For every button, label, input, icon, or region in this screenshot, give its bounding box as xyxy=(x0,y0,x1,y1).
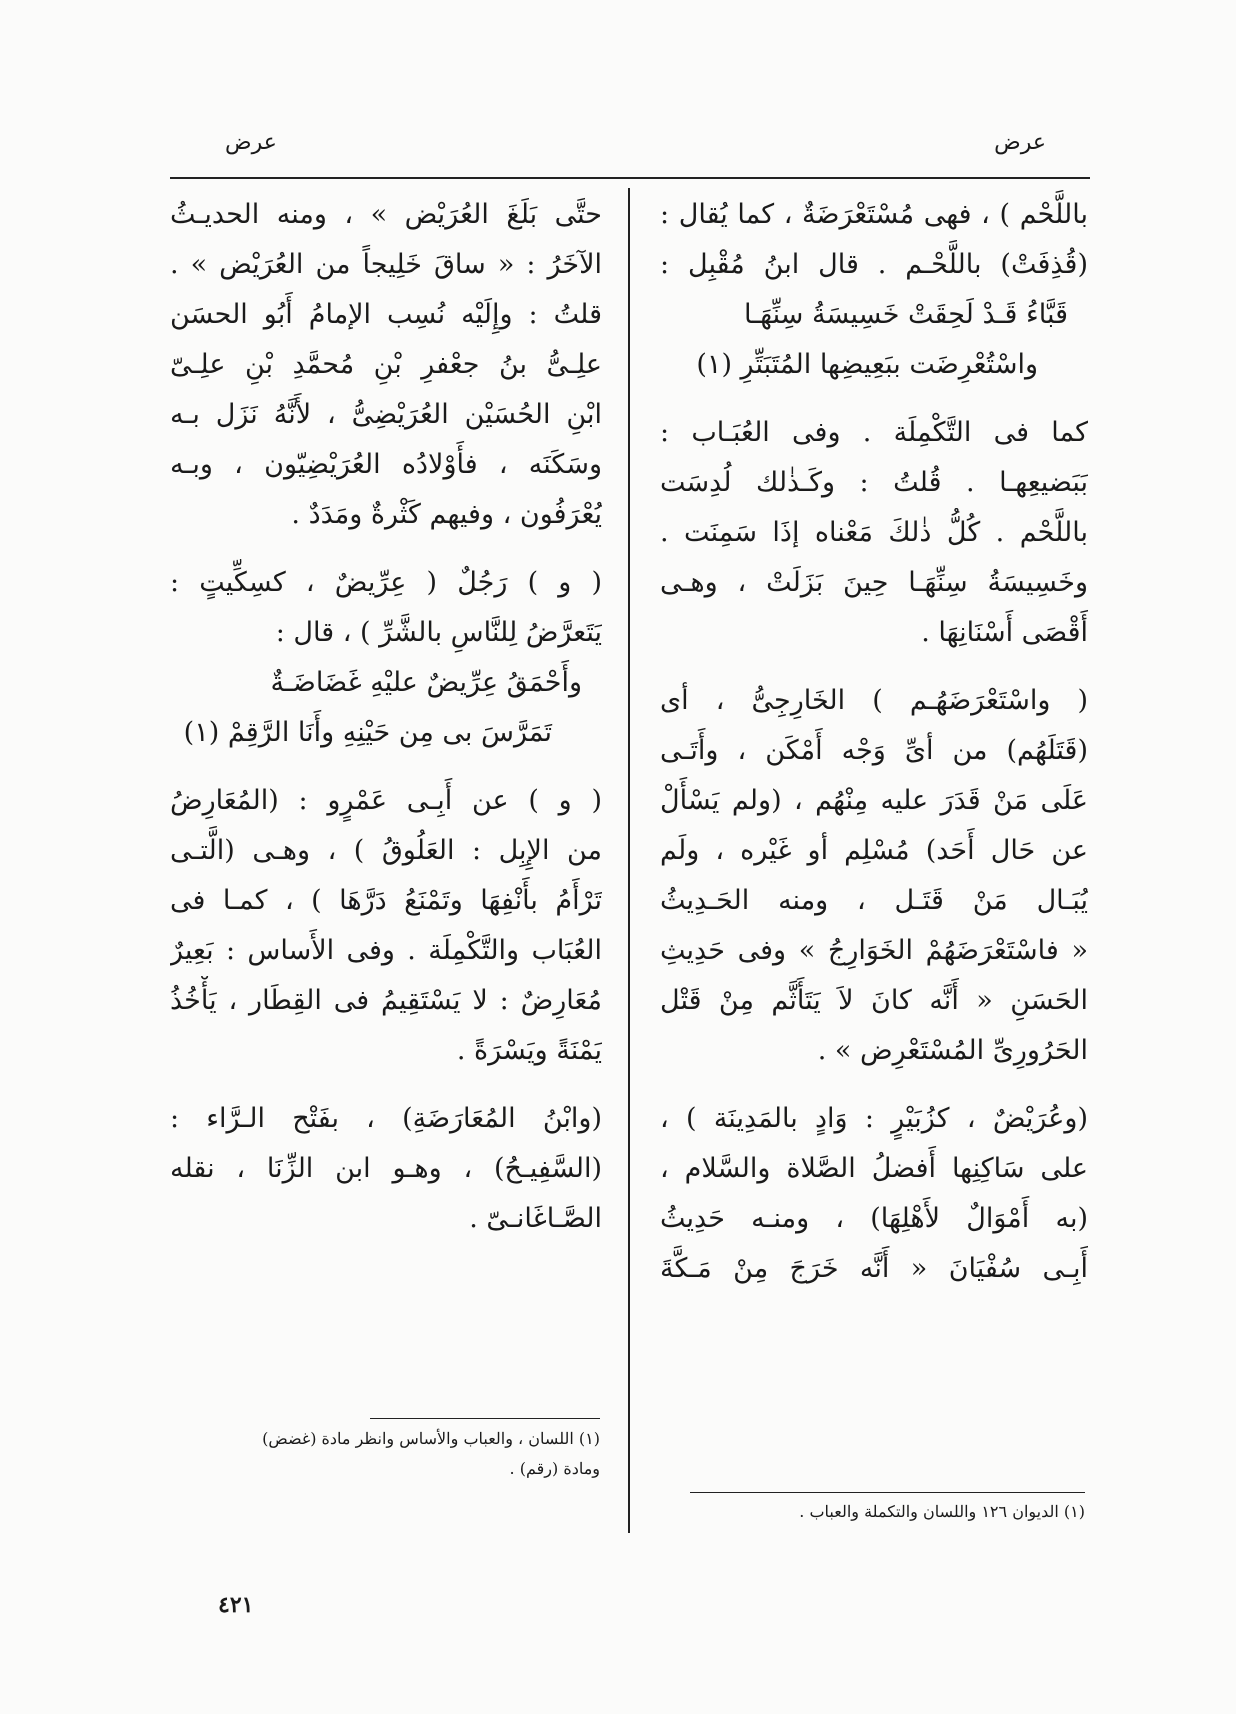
page-number: ٤٢١ xyxy=(218,1592,254,1618)
text-line: تَرْأَمُ بأَنْفِهَا وتَمْنَعُ دَرَّهَا ) ، كمـا فى xyxy=(170,885,602,916)
text-line: من الإِبِل : العَلُوقُ ) ، وهـى (الَّتـى xyxy=(170,835,602,866)
verse-line: واسْتُعْرِضَت ببَعِيضِها المُتَبَتِّرِ (١) xyxy=(696,349,1038,380)
column-divider xyxy=(628,188,630,1533)
text-line: الحَسَنِ « أَنَّه كانَ لاَ يَتَأَثَّم مِنْ قَتْل xyxy=(660,985,1088,1016)
text-line: ( و ) عن أَبِـى عَمْرٍو : (المُعَارِضُ xyxy=(170,785,602,816)
text-line: (وعُرَيْضٌ ، كزُبَيْرٍ : وَادٍ بالمَدِينَة ) ، xyxy=(660,1103,1088,1134)
text-line: عَلَى مَنْ قَدَرَ عليه مِنْهُم ، (ولم يَسْأَلْ xyxy=(660,785,1088,816)
text-line: كما فى التَّكْمِلَة . وفى العُبَـاب : xyxy=(660,417,1088,448)
text-line: علِـىُّ بنُ جعْفرِ بْنِ مُحمَّدِ بْنِ علِـىّ xyxy=(170,349,602,380)
left-paragraph-3 xyxy=(170,776,602,1076)
text-line: الآخَرُ : « ساقَ خَلِيجاً من العُرَيْض » . xyxy=(170,249,602,280)
text-line: يُعْرَفُون ، وفيهم كَثْرةٌ ومَدَدٌ . xyxy=(291,499,602,530)
text-line: أَقْصَى أَسْنَانِهَا . xyxy=(921,617,1088,648)
right-paragraph-2 xyxy=(660,408,1088,658)
text-line: يَمْنَةً ويَسْرَةً . xyxy=(456,1035,602,1066)
left-paragraph-4 xyxy=(170,1094,602,1244)
text-line: بَبَضيعِهـا . قُلتُ : وكَـذٰلك لُدِسَت xyxy=(660,467,1088,498)
text-line: (به أَمْوَالٌ لأَهْلِهَا) ، ومنـه حَدِيثُ xyxy=(660,1203,1088,1234)
footnote-left xyxy=(170,1424,600,1484)
text-line: العُبَاب والتَّكْمِلَة . وفى الأَساس : بَعِيرٌ xyxy=(170,935,602,966)
text-line: (قُذِفَتْ) باللَّحْـم . قال ابنُ مُقْبِل : xyxy=(660,249,1088,280)
text-line: الصَّـاغَانـىّ . xyxy=(469,1203,602,1234)
text-line: « فاسْتَعْرَضَهُمْ الخَوَارِجُ » وفى حَدِيثِ xyxy=(660,935,1088,966)
header-rule xyxy=(170,177,1090,179)
text-line: (وابْنُ المُعَارَضَةِ) ، بفَتْح الـرَّاء : xyxy=(170,1103,602,1134)
left-column xyxy=(170,190,602,1262)
verse-line: تَمَرَّسَ بى مِن حَيْنِهِ وأَنَا الرَّقِمْ (١) xyxy=(183,717,552,748)
right-paragraph-4 xyxy=(660,1094,1088,1294)
right-paragraph-3 xyxy=(660,676,1088,1076)
text-line: الحَرُورِىِّ المُسْتَعْرِض » . xyxy=(817,1035,1088,1066)
footnote-line: (١) اللسان ، والعباب والأساس وانظر مادة (غضض) xyxy=(262,1429,600,1448)
running-header-right: عرض xyxy=(994,130,1046,155)
text-line: على سَاكِنِها أَفضلُ الصَّلاة والسَّلام ، xyxy=(660,1153,1088,1184)
text-line: أَبِـى سُفْيَانَ « أَنَّه خَرَجَ مِنْ مَـكَّةَ xyxy=(660,1253,1088,1284)
text-line: (السَّفِيـحُ) ، وهـو ابن الزِّنَا ، نقله xyxy=(170,1153,602,1184)
footnote-rule-left xyxy=(370,1418,600,1419)
verse-line: وأَحْمَقُ عِرِّيضٌ عليْهِ غَضَاضَـةٌ xyxy=(270,667,582,698)
text-line: باللَّحْم ) ، فهى مُسْتَعْرَضَةٌ ، كما يُقال : xyxy=(660,199,1088,230)
text-line: ( واسْتَعْرَضَهُـم ) الخَارِجِىُّ ، أى xyxy=(660,685,1088,716)
text-line: ( و ) رَجُلٌ ( عِرِّيضٌ ، كسِكِّيتٍ : xyxy=(170,567,602,598)
text-line: ابْنِ الحُسَيْن العُرَيْضِىُّ ، لأَنَّهُ نَزَل بـه xyxy=(170,399,602,430)
text-line: مُعَارِضٌ : لا يَسْتَقِيمُ فى القِطَار ، يَأْخُذُ xyxy=(170,985,602,1016)
footnote-line: ومادة (رقم) . xyxy=(509,1459,600,1478)
verse-line: قَبَّاءُ قَـدْ لَحِقَتْ خَسِيسَةُ سِنِّهَـا xyxy=(744,299,1068,330)
running-header-left: عرض xyxy=(225,130,277,155)
text-line: يُبَـال مَنْ قَتَـل ، ومنه الحَـدِيثُ xyxy=(660,885,1088,916)
text-line: حتَّى بَلَغَ العُرَيْض » ، ومنه الحديـثُ xyxy=(170,199,602,230)
right-column xyxy=(660,190,1088,1312)
left-paragraph-2 xyxy=(170,558,602,758)
text-line: (قَتَلَهُم) من أىِّ وَجْه أَمْكَن ، وأَتَـى xyxy=(660,735,1088,766)
text-line: وخَسِيسَةُ سِنِّهَـا حِينَ بَزَلَتْ ، وهـى xyxy=(660,567,1088,598)
text-line: عن حَال أَحَد) مُسْلِم أو غَيْره ، ولَم xyxy=(660,835,1088,866)
text-line: وسَكَنَه ، فأَوْلادُه العُرَيْضِيّون ، وبـه xyxy=(170,449,602,480)
right-paragraph-1 xyxy=(660,190,1088,390)
text-line: يَتَعرَّضُ لِلنَّاسِ بالشَّرِّ ) ، قال : xyxy=(275,617,602,648)
text-line: باللَّحْم . كُلُّ ذٰلكَ مَعْناه إذَا سَمِنَت . xyxy=(660,517,1088,548)
text-line: قلتُ : وإِلَيْه نُسِب الإمامُ أَبُو الحسَن xyxy=(170,299,602,330)
footnote-rule-right xyxy=(690,1492,1085,1493)
footnote-right: (١) الديوان ١٢٦ واللسان والتكملة والعباب . xyxy=(799,1502,1085,1521)
left-paragraph-1 xyxy=(170,190,602,540)
